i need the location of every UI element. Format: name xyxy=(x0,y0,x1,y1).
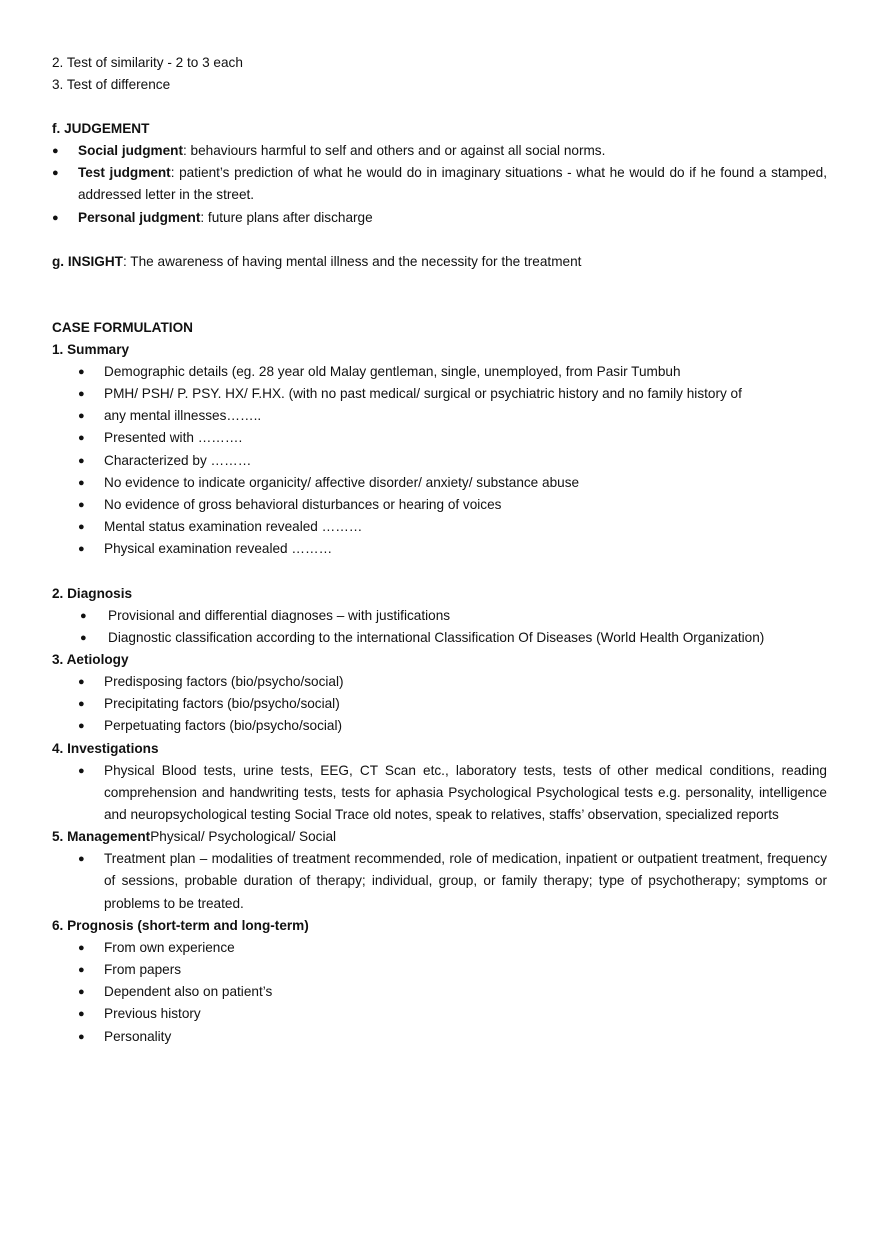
investigations-heading: 4. Investigations xyxy=(52,740,159,756)
bullet-icon: ● xyxy=(78,964,85,977)
judgement-list xyxy=(52,140,827,229)
list-item xyxy=(52,715,827,737)
bullet-icon: ● xyxy=(78,941,85,954)
list-item-text: Demographic details (eg. 28 year old Malay gentleman, single, unemployed, from Pasir Tumbuh xyxy=(104,363,681,379)
judgement-text: : patient’s prediction of what he would do in imaginary situations - what he would do if he found a stamped, addressed letter in the street. xyxy=(78,165,828,203)
list-item xyxy=(52,760,827,827)
list-item-text: Diagnostic classification according to the international Classification Of Diseases (World Health Organization) xyxy=(108,629,765,645)
summary-list xyxy=(52,361,827,561)
list-item xyxy=(52,450,827,472)
list-item-text: PMH/ PSH/ P. PSY. HX/ F.HX. (with no past medical/ surgical or psychiatric history and no family history of xyxy=(104,386,742,402)
bullet-icon: ● xyxy=(78,432,85,445)
list-item-text: Treatment plan – modalities of treatment recommended, role of medication, inpatient or outpatient treatment, frequency of sessions, probable duration of therapy; individual, group, or family therapy; type of psychotherapy; symptoms or problems to be treated. xyxy=(104,851,827,911)
insight-text: : The awareness of having mental illness and the necessity for the treatment xyxy=(123,253,582,269)
list-item xyxy=(52,494,827,516)
investigations-list xyxy=(52,760,827,827)
list-item xyxy=(52,538,827,560)
judgement-heading: f. JUDGEMENT xyxy=(52,121,150,136)
bullet-icon: ● xyxy=(78,853,85,866)
list-item-text: Dependent also on patient’s xyxy=(104,984,273,1000)
bullet-icon: ● xyxy=(78,1030,85,1043)
list-item-text: From own experience xyxy=(104,939,235,955)
prognosis-heading: 6. Prognosis (short-term and long-term) xyxy=(52,917,309,933)
list-item xyxy=(52,405,827,427)
test-difference-line: 3. Test of difference xyxy=(52,77,171,92)
bullet-icon: ● xyxy=(52,145,59,157)
bullet-icon: ● xyxy=(78,1008,85,1021)
bullet-icon: ● xyxy=(78,521,85,534)
bullet-icon: ● xyxy=(78,410,85,423)
bullet-icon: ● xyxy=(80,609,87,622)
list-item xyxy=(52,848,827,915)
list-item-text: Precipitating factors (bio/psycho/social) xyxy=(104,696,340,712)
list-item xyxy=(52,981,827,1003)
bullet-icon: ● xyxy=(78,499,85,512)
judgement-term: Test judgment xyxy=(78,165,171,181)
case-formulation-heading: CASE FORMULATION xyxy=(52,319,193,335)
list-item-text: Personality xyxy=(104,1028,172,1044)
list-item xyxy=(52,427,827,449)
bullet-icon: ● xyxy=(52,167,59,180)
summary-heading: 1. Summary xyxy=(52,341,130,357)
list-item-text: Presented with ………. xyxy=(104,430,243,446)
management-list xyxy=(52,848,827,915)
bullet-icon: ● xyxy=(52,211,59,224)
list-item xyxy=(52,383,827,405)
list-item xyxy=(52,472,827,494)
list-item-text: No evidence of gross behavioral disturbances or hearing of voices xyxy=(104,497,502,513)
management-subtext: Physical/ Psychological/ Social xyxy=(150,829,337,845)
bullet-icon: ● xyxy=(78,543,85,556)
bullet-icon: ● xyxy=(78,720,85,733)
management-line xyxy=(52,826,827,848)
bullet-icon: ● xyxy=(78,676,85,689)
list-item-text: Provisional and differential diagnoses – with justifications xyxy=(108,607,451,623)
bullet-icon: ● xyxy=(78,986,85,999)
bullet-icon: ● xyxy=(78,388,85,401)
diagnosis-list xyxy=(52,605,827,649)
list-item-text: any mental illnesses…….. xyxy=(104,408,262,424)
bullet-icon: ● xyxy=(78,698,85,711)
judgement-text: : future plans after discharge xyxy=(200,209,373,225)
judgement-text: : behaviours harmful to self and others and or against all social norms. xyxy=(183,143,606,158)
list-item xyxy=(52,959,827,981)
list-item-text: From papers xyxy=(104,962,182,978)
diagnosis-heading: 2. Diagnosis xyxy=(52,585,133,601)
list-item-text: Physical examination revealed ……… xyxy=(104,541,333,557)
aetiology-list xyxy=(52,671,827,738)
list-item xyxy=(52,1003,827,1025)
list-item xyxy=(52,627,827,649)
list-item-text: Physical Blood tests, urine tests, EEG, CT Scan etc., laboratory tests, tests of other medical conditions, reading comprehension and handwriting tests, tests for aphasia Psychological Psychological tests e.g. personality, intelligence and neuropsychological testing Social Trace old notes, speak to relatives, staffs’ observation, specialized reports xyxy=(104,762,827,823)
list-item xyxy=(52,1026,827,1048)
list-item-text: Mental status examination revealed ……… xyxy=(104,519,363,535)
list-item xyxy=(52,937,827,959)
list-item-text: Perpetuating factors (bio/psycho/social) xyxy=(104,718,343,734)
insight-line xyxy=(52,251,827,273)
list-item xyxy=(52,516,827,538)
judgement-term: Social judgment xyxy=(78,143,183,158)
list-item xyxy=(52,671,827,693)
insight-label: g. INSIGHT xyxy=(52,253,123,269)
document-page xyxy=(52,52,827,1048)
list-item-text: Characterized by ……… xyxy=(104,452,252,468)
list-item xyxy=(52,162,827,206)
list-item-text: Predisposing factors (bio/psycho/social) xyxy=(104,674,344,690)
list-item xyxy=(52,693,827,715)
bullet-icon: ● xyxy=(78,764,85,777)
list-item xyxy=(52,361,827,383)
management-heading: 5. Management xyxy=(52,829,151,845)
list-item xyxy=(52,605,827,627)
list-item xyxy=(52,207,827,229)
aetiology-heading: 3. Aetiology xyxy=(52,652,129,668)
bullet-icon: ● xyxy=(80,631,87,644)
judgement-term: Personal judgment xyxy=(78,209,201,225)
list-item-text: No evidence to indicate organicity/ affective disorder/ anxiety/ substance abuse xyxy=(104,474,580,490)
prognosis-list xyxy=(52,937,827,1048)
bullet-icon: ● xyxy=(78,454,85,467)
list-item xyxy=(52,140,827,162)
bullet-icon: ● xyxy=(78,365,85,378)
test-similarity-line: 2. Test of similarity - 2 to 3 each xyxy=(52,55,243,70)
bullet-icon: ● xyxy=(78,476,85,489)
list-item-text: Previous history xyxy=(104,1006,201,1022)
